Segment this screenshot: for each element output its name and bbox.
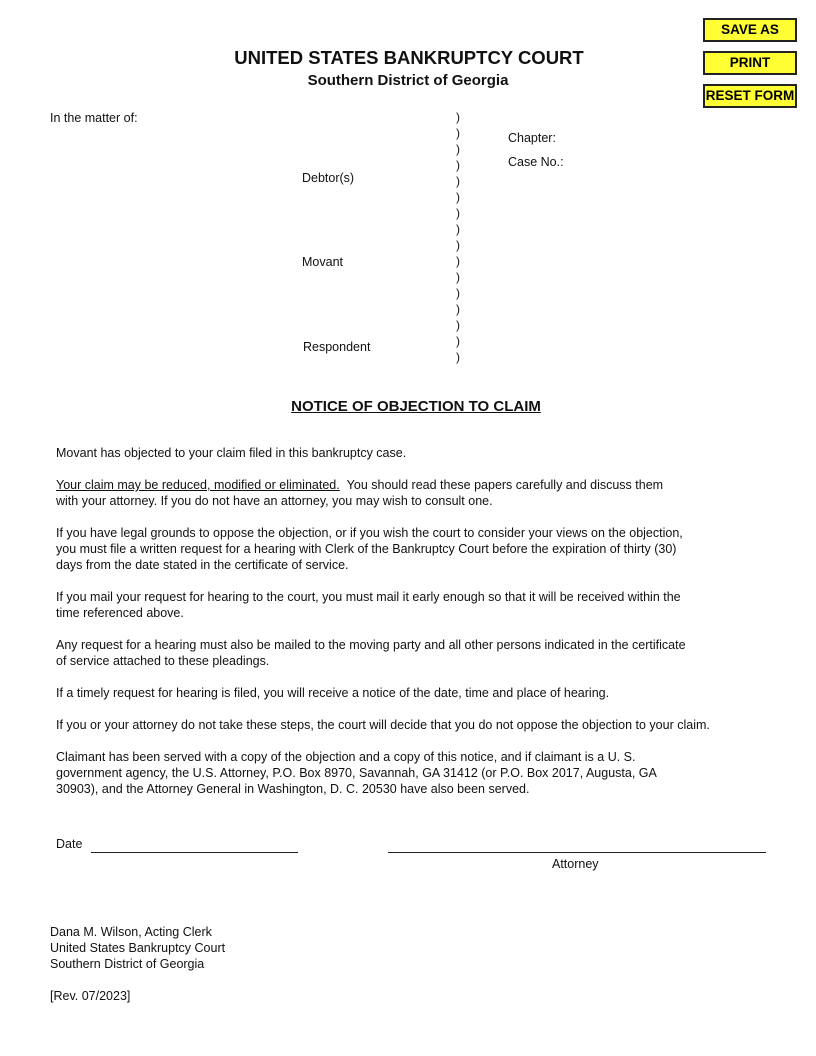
paragraph-line: time referenced above. [56,606,184,620]
paragraph-8 [56,749,756,797]
debtor-label: Debtor(s) [302,171,355,185]
caption-paren: ) [456,350,460,364]
case-number-label: Case No.: [508,155,564,169]
matter-label: In the matter of: [50,111,138,125]
paragraph-line: If you or your attorney do not take these steps, the court will decide that you do not oppose the objection to your claim. [56,718,710,732]
clerk-court: United States Bankruptcy Court [50,941,226,955]
respondent-label: Respondent [303,340,371,354]
caption-paren: ) [456,254,460,268]
warning-underlined: Your claim may be reduced, modified or eliminated. [56,478,340,492]
save-as-button[interactable]: SAVE AS [703,18,797,42]
date-label: Date [56,837,83,851]
caption-paren: ) [456,286,460,300]
caption-paren: ) [456,158,460,172]
attorney-signature-line[interactable] [388,852,766,853]
paragraph-7 [56,717,776,733]
caption-paren: ) [456,110,460,124]
paragraph-line: If a timely request for hearing is filed, you will receive a notice of the date, time and place of hearing. [56,686,610,700]
paragraph-line: Claimant has been served with a copy of the objection and a copy of this notice, and if claimant is a U. S. [56,750,636,764]
chapter-label: Chapter: [508,131,556,145]
paragraph-line: If you have legal grounds to oppose the objection, or if you wish the court to consider your views on the objection, [56,526,683,540]
caption-paren: ) [456,238,460,252]
print-button[interactable]: PRINT [703,51,797,75]
movant-label: Movant [302,255,343,269]
court-district: Southern District of Georgia [307,72,509,89]
paragraph-line: If you mail your request for hearing to the court, you must mail it early enough so that it will be received within the [56,590,681,604]
attorney-label: Attorney [552,857,599,871]
court-title: UNITED STATES BANKRUPTCY COURT [234,47,584,68]
paragraph-1 [56,445,756,461]
caption-paren: ) [456,126,460,140]
paragraph-line: you must file a written request for a hearing with Clerk of the Bankruptcy Court before the expiration of thirty (30) [56,542,677,556]
paragraph-line: days from the date stated in the certificate of service. [56,558,349,572]
caption-paren: ) [456,174,460,188]
paragraph-3 [56,525,756,573]
paragraph-line: Movant has objected to your claim filed in this bankruptcy case. [56,446,407,460]
caption-paren: ) [456,302,460,316]
paragraph-line: with your attorney. If you do not have an attorney, you may wish to consult one. [56,494,493,508]
paragraph-4 [56,589,756,621]
paragraph-line: Any request for a hearing must also be mailed to the moving party and all other persons indicated in the certificate [56,638,686,652]
paragraph-line: You should read these papers carefully and discuss them [346,478,664,492]
caption-paren: ) [456,142,460,156]
paragraph-6 [56,685,756,701]
caption-paren: ) [456,270,460,284]
caption-bracket [456,109,460,365]
clerk-district: Southern District of Georgia [50,957,205,971]
caption-paren: ) [456,334,460,348]
notice-title: NOTICE OF OBJECTION TO CLAIM [291,398,541,415]
reset-form-button[interactable]: RESET FORM [703,84,797,108]
paragraph-line: of service attached to these pleadings. [56,654,270,668]
caption-paren: ) [456,222,460,236]
clerk-name: Dana M. Wilson, Acting Clerk [50,925,212,939]
clerk-block [50,924,225,972]
date-field-line[interactable] [91,852,298,853]
paragraph-5 [56,637,756,669]
caption-paren: ) [456,190,460,204]
caption-paren: ) [456,206,460,220]
paragraph-line: 30903), and the Attorney General in Washington, D. C. 20530 have also been served. [56,782,530,796]
paragraph-2 [56,477,756,509]
revision-label: [Rev. 07/2023] [50,989,131,1003]
paragraph-line: government agency, the U.S. Attorney, P.O. Box 8970, Savannah, GA 31412 (or P.O. Box 2017, Augusta, GA [56,766,657,780]
caption-paren: ) [456,318,460,332]
